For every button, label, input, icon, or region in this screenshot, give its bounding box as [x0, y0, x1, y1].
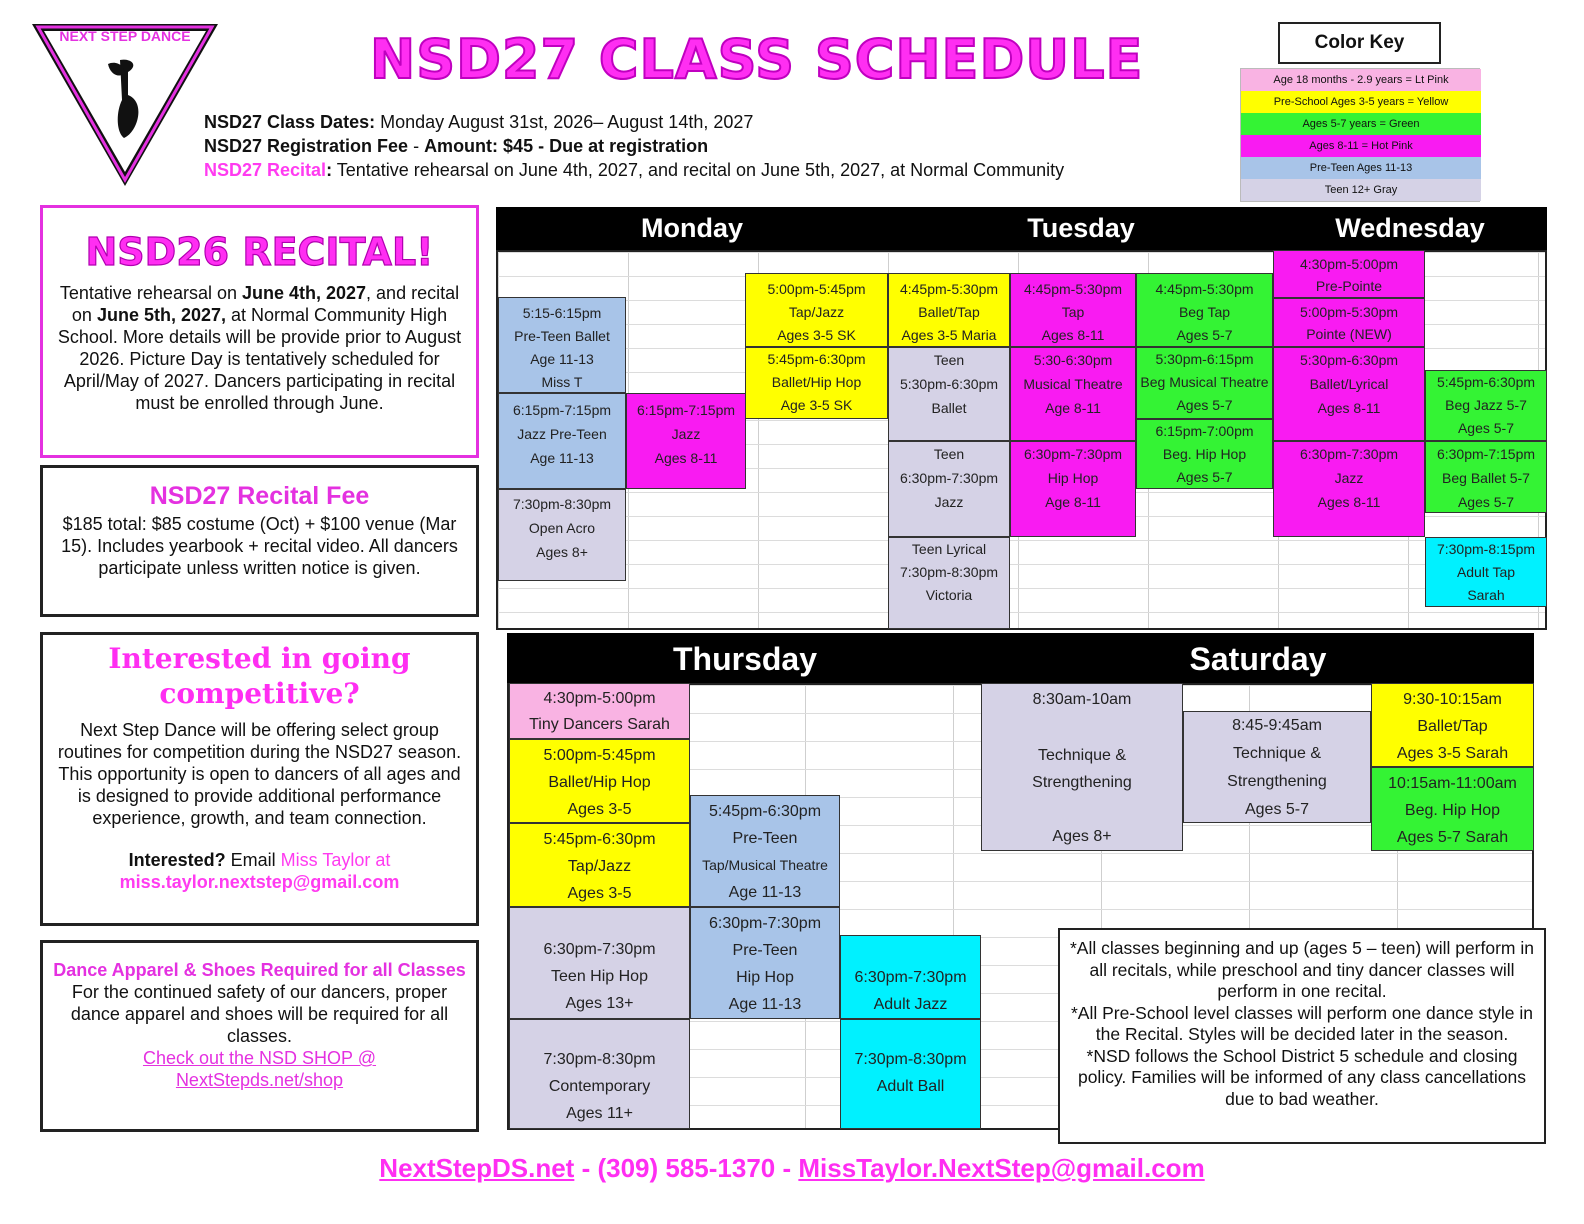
- class-name: Open Acro: [528, 520, 596, 536]
- weekday-header-bottom: [507, 633, 1534, 683]
- class-age: Age 8-11: [1045, 494, 1101, 510]
- class-age: Age 11-13: [728, 884, 802, 901]
- class-age: Ages 3-5: [567, 801, 632, 818]
- notes-box: [1058, 928, 1546, 1144]
- class-block: [1010, 441, 1136, 537]
- recital-text-part: at Normal Community High School. More details will be provide prior to August 2026. Picture Day is tentatively scheduled for April/May of 2027. Dancers participating in recital must be enrolled through June.: [57, 305, 462, 413]
- class-name: Teen Hip Hop: [551, 968, 648, 985]
- class-age: Ages 5-7: [1457, 494, 1515, 510]
- class-block: [840, 935, 981, 1019]
- recital-info-box: [40, 205, 479, 458]
- contact-email-link[interactable]: miss.taylor.nextstep@gmail.com: [119, 872, 400, 892]
- class-time: 8:30am-10am: [1032, 691, 1132, 708]
- class-time: 5:45pm-6:30pm: [708, 803, 822, 820]
- class-time: 6:30pm-7:30pm: [708, 915, 822, 932]
- class-name: Pre-Pointe: [1315, 278, 1383, 294]
- class-age: Age 3-5 SK: [780, 397, 853, 413]
- class-name: Tap/Jazz: [788, 304, 845, 320]
- recital-text-part: , and recital on: [71, 283, 460, 325]
- competitive-contact: [43, 849, 476, 893]
- class-name: Tiny Dancers Sarah: [529, 716, 670, 733]
- day-saturday: Saturday: [1189, 641, 1327, 677]
- class-time: 4:45pm-5:30pm: [899, 281, 999, 297]
- apparel-text: For the continued safety of our dancers, proper dance apparel and shoes will be required for all classes.: [70, 982, 449, 1046]
- class-block: [509, 823, 690, 907]
- class-time: 5:00pm-5:45pm: [543, 747, 656, 764]
- class-time: 9:30-10:15am: [1403, 691, 1502, 708]
- recital-label: NSD27 Recital: [204, 160, 327, 180]
- logo: [28, 20, 222, 190]
- class-time: 5:30pm-6:15pm: [1155, 351, 1254, 367]
- shop-link[interactable]: Check out the NSD SHOP @: [142, 1048, 377, 1068]
- email-word: Email: [225, 850, 281, 870]
- recital-colon: :: [326, 160, 333, 180]
- weekday-header-top: [496, 207, 1547, 250]
- class-block: [981, 683, 1183, 851]
- day-thursday: Thursday: [672, 641, 818, 677]
- class-time: 5:30pm-6:30pm: [899, 376, 999, 392]
- recital-heading: NSD26 RECITAL!: [85, 230, 434, 274]
- logo-text: NEXT STEP DANCE: [59, 28, 191, 44]
- class-time: 7:30pm-8:30pm: [899, 564, 999, 580]
- class-block: [626, 393, 746, 489]
- class-age: Ages 5-7: [1457, 420, 1515, 436]
- class-name: Technique &: [1037, 747, 1127, 764]
- class-block: [840, 1019, 981, 1129]
- color-key-row: Ages 8-11 = Hot Pink: [1241, 135, 1481, 157]
- competitive-text: Next Step Dance will be offering select group routines for competition during the NSD27 season. This opportunity is open to dancers of all ages and is designed to provide additional performance experience, growth, and team connection.: [57, 720, 462, 828]
- class-age: Age 11-13: [728, 996, 802, 1013]
- class-time: 8:45-9:45am: [1232, 717, 1322, 734]
- class-name: Adult Jazz: [873, 996, 948, 1013]
- class-time: 6:30pm-7:30pm: [854, 969, 967, 986]
- class-name: Strengthening: [1032, 774, 1132, 791]
- color-key-title: Color Key: [1278, 22, 1441, 64]
- class-name: Pointe (NEW): [1306, 326, 1392, 342]
- class-block: [1273, 347, 1425, 441]
- class-block: [745, 273, 888, 347]
- class-age: Age 11-13: [530, 450, 594, 466]
- color-key-row: Teen 12+ Gray: [1241, 179, 1481, 201]
- class-age: Ages 3-5: [567, 885, 632, 902]
- class-time: 6:30pm-7:30pm: [1023, 446, 1123, 462]
- class-name: Ballet/Hip Hop: [771, 374, 862, 390]
- class-instructor: Miss T: [541, 374, 583, 390]
- class-age: Ages 8+: [536, 544, 588, 560]
- class-block: [1136, 273, 1273, 347]
- class-name: Hip Hop: [1047, 470, 1099, 486]
- class-name: Jazz: [1334, 470, 1364, 486]
- class-time: 4:45pm-5:30pm: [1023, 281, 1123, 297]
- class-name: Jazz: [934, 494, 964, 510]
- class-age: Ages 8-11: [654, 450, 718, 466]
- class-block: [1136, 419, 1273, 489]
- recital-fee-box: [40, 465, 479, 617]
- class-age: Ages 5-7: [1244, 801, 1310, 818]
- registration-fee-line: [204, 136, 708, 157]
- registration-fee-value: Amount: $45 - Due at registration: [424, 136, 709, 156]
- class-age: Ages 3-5 SK: [777, 327, 856, 343]
- color-key-row: Age 18 months - 2.9 years = Lt Pink: [1241, 69, 1481, 91]
- class-age: Ages 8-11: [1041, 327, 1105, 343]
- footer-contact: [0, 1153, 1584, 1184]
- color-key-row: Pre-School Ages 3-5 years = Yellow: [1241, 91, 1481, 113]
- class-time: 7:30pm-8:30pm: [512, 496, 612, 512]
- apparel-box: [40, 940, 479, 1132]
- class-label: Teen: [933, 446, 965, 462]
- class-time: 5:15-6:15pm: [522, 305, 602, 321]
- day-wednesday: Wednesday: [1335, 213, 1485, 243]
- class-age: Ages 13+: [565, 995, 634, 1012]
- class-name: Beg Jazz 5-7: [1445, 397, 1527, 413]
- recital-value: Tentative rehearsal on June 4th, 2027, and recital on June 5th, 2027, at Normal Community: [332, 160, 1065, 180]
- recital-line: [204, 160, 1064, 181]
- class-name: Beg Tap: [1178, 304, 1231, 320]
- class-dates-line: [204, 112, 753, 133]
- contact-name: Miss Taylor at: [280, 850, 391, 870]
- color-key-row: Pre-Teen Ages 11-13: [1241, 157, 1481, 179]
- class-name: Tap: [1061, 304, 1085, 320]
- class-block: [1010, 273, 1136, 347]
- class-name: Pre-Teen Ballet: [514, 328, 610, 344]
- class-label: Pre-Teen: [732, 942, 798, 959]
- class-name: Adult Ball: [876, 1078, 945, 1095]
- class-age: Age 11-13: [530, 351, 594, 367]
- class-age: Ages 5-7 Sarah: [1396, 829, 1509, 846]
- recital-text-part: Tentative rehearsal on: [59, 283, 242, 303]
- day-tuesday: Tuesday: [1027, 213, 1135, 243]
- class-age: Age 8-11: [1045, 400, 1101, 416]
- class-age: Ages 8-11: [1317, 494, 1381, 510]
- class-block: [1371, 767, 1534, 851]
- class-name: Jazz Pre-Teen: [517, 426, 607, 442]
- class-time: 5:30-6:30pm: [1033, 352, 1113, 368]
- class-name: Strengthening: [1227, 773, 1327, 790]
- class-name: Beg. Hip Hop: [1162, 446, 1247, 462]
- class-time: 4:45pm-5:30pm: [1155, 281, 1254, 297]
- class-time: 6:15pm-7:00pm: [1155, 423, 1254, 439]
- note-item: *All classes beginning and up (ages 5 – teen) will perform in all recitals, while preschool and tiny dancer classes will perform in one recital.: [1069, 938, 1534, 1001]
- class-age: Ages 11+: [566, 1105, 633, 1122]
- class-name: Technique &: [1232, 745, 1322, 762]
- class-block: [690, 907, 840, 1019]
- competitive-heading: Interested in going competitive?: [108, 642, 411, 710]
- class-name: Ballet/Tap: [1417, 718, 1488, 735]
- class-time: 6:30pm-7:15pm: [1436, 446, 1536, 462]
- class-age: Ages 8+: [1052, 828, 1112, 845]
- class-block: [888, 273, 1010, 347]
- note-item: *NSD follows the School District 5 schedule and closing policy. Families will be informed of any class cancellations due to bad weather.: [1077, 1045, 1527, 1109]
- class-instructor: Sarah: [1467, 587, 1505, 603]
- footer-website-link[interactable]: NextStepDS.net: [379, 1153, 575, 1183]
- class-name: Beg Ballet 5-7: [1442, 470, 1530, 486]
- class-age: Ages 3-5 Maria: [901, 327, 997, 343]
- class-block: [1273, 250, 1425, 298]
- class-time: 7:30pm-8:15pm: [1436, 541, 1536, 557]
- class-block: [745, 347, 888, 419]
- page-title: NSD27 CLASS SCHEDULE: [370, 28, 1144, 91]
- class-name: Ballet/Lyrical: [1309, 376, 1389, 392]
- class-label: Teen: [933, 352, 965, 368]
- class-time: 7:30pm-8:30pm: [854, 1051, 967, 1068]
- class-block: [1425, 537, 1547, 607]
- class-name: Beg. Hip Hop: [1404, 802, 1501, 819]
- shop-url-link[interactable]: NextStepds.net/shop: [175, 1070, 344, 1090]
- color-key-row: Ages 5-7 years = Green: [1241, 113, 1481, 135]
- registration-fee-separator: -: [408, 136, 425, 156]
- class-block: [498, 489, 626, 581]
- class-dates-value: Monday August 31st, 2026– August 14th, 2027: [375, 112, 754, 132]
- class-time: 5:45pm-6:30pm: [543, 831, 656, 848]
- registration-fee-label: NSD27 Registration Fee: [204, 136, 409, 156]
- class-block: [498, 393, 626, 489]
- class-age: Ages 5-7: [1176, 397, 1233, 413]
- class-block: [1273, 441, 1425, 537]
- class-block: [509, 907, 690, 1019]
- class-block: [509, 683, 690, 739]
- class-time: 5:00pm-5:45pm: [767, 281, 866, 297]
- class-time: 6:30pm-7:30pm: [1299, 446, 1399, 462]
- class-name: Ballet/Hip Hop: [548, 774, 651, 791]
- class-label: Pre-Teen: [732, 830, 798, 847]
- class-time: 10:15am-11:00am: [1388, 775, 1517, 792]
- class-block: [1010, 347, 1136, 441]
- class-name: Adult Tap: [1456, 564, 1516, 580]
- recital-date: June 5th, 2027,: [96, 305, 227, 325]
- class-age: Ages 8-11: [1317, 400, 1381, 416]
- footer-email-link[interactable]: MissTaylor.NextStep@gmail.com: [798, 1153, 1205, 1183]
- class-instructor: Victoria: [925, 587, 973, 603]
- class-time: 6:30pm-7:30pm: [543, 941, 656, 958]
- class-time: 6:15pm-7:15pm: [512, 402, 612, 418]
- day-monday: Monday: [640, 213, 744, 243]
- class-time: 4:30pm-5:00pm: [1299, 256, 1399, 272]
- class-time: 5:45pm-6:30pm: [1436, 374, 1536, 390]
- class-age: Ages 3-5 Sarah: [1396, 745, 1509, 762]
- class-block: [498, 297, 626, 393]
- class-block: [888, 347, 1010, 441]
- class-time: 5:45pm-6:30pm: [767, 351, 866, 367]
- class-block: [690, 795, 840, 907]
- class-name: Contemporary: [548, 1078, 651, 1095]
- class-name: Jazz: [671, 426, 701, 442]
- color-key-legend: [1240, 68, 1480, 202]
- competitive-box: [40, 632, 479, 926]
- recital-fee-heading: NSD27 Recital Fee: [149, 482, 370, 510]
- class-name: Hip Hop: [736, 969, 794, 986]
- class-time: 6:15pm-7:15pm: [636, 402, 736, 418]
- class-block: [1371, 683, 1534, 767]
- class-name: Teen Lyrical: [911, 541, 987, 557]
- footer-phone: - (309) 585-1370 -: [574, 1153, 799, 1183]
- class-block: [509, 1019, 690, 1129]
- class-time: 5:00pm-5:30pm: [1299, 304, 1399, 320]
- class-block: [1273, 298, 1425, 347]
- class-block: [509, 739, 690, 823]
- class-time: 6:30pm-7:30pm: [899, 470, 999, 486]
- class-name: Tap/Jazz: [567, 858, 632, 875]
- class-name: Ballet: [931, 400, 967, 416]
- class-block: [1183, 711, 1371, 823]
- class-name: Tap/Musical Theatre: [702, 857, 828, 873]
- class-block: [888, 441, 1010, 537]
- class-age: Ages 5-7: [1176, 327, 1233, 343]
- class-block: [1425, 370, 1547, 441]
- class-time: 4:30pm-5:00pm: [543, 690, 656, 707]
- class-block: [1425, 441, 1547, 513]
- class-age: Ages 5-7: [1176, 469, 1233, 485]
- interested-label: Interested?: [128, 850, 226, 870]
- class-name: Ballet/Tap: [918, 304, 980, 320]
- class-block: [888, 537, 1010, 629]
- recital-fee-text: $185 total: $85 costume (Oct) + $100 venue (Mar 15). Includes yearbook + recital video. All dancers participate unless written notice is given.: [61, 514, 458, 578]
- apparel-heading: Dance Apparel & Shoes Required for all Classes: [53, 960, 466, 980]
- class-name: Musical Theatre: [1023, 376, 1123, 392]
- class-block: [1136, 347, 1273, 419]
- class-time: 7:30pm-8:30pm: [543, 1051, 656, 1068]
- class-dates-label: NSD27 Class Dates:: [204, 112, 376, 132]
- recital-text: [57, 282, 462, 414]
- class-name: Beg Musical Theatre: [1140, 374, 1269, 390]
- note-item: *All Pre-School level classes will perform one dance style in the Recital. Styles will be decided later in the season.: [1070, 1002, 1533, 1044]
- recital-rehearsal-date: June 4th, 2027: [241, 283, 367, 303]
- class-time: 5:30pm-6:30pm: [1299, 352, 1399, 368]
